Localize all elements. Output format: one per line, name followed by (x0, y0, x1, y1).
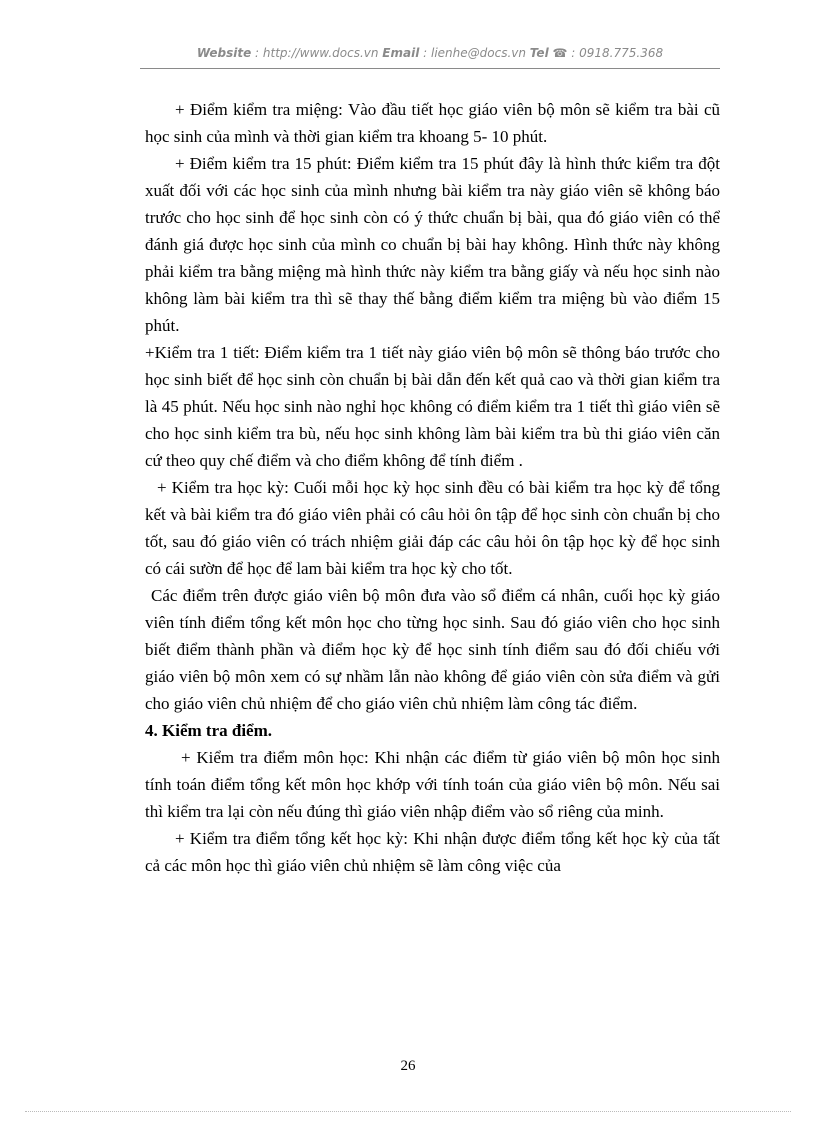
paragraph-oral-test: + Điểm kiểm tra miệng: Vào đầu tiết học giáo viên bộ môn sẽ kiểm tra bài cũ học sinh của mình và thời gian kiểm tra khoang 5- 10 phút. (145, 100, 720, 146)
tel-label: Tel (529, 46, 549, 60)
paragraph-grade-summary: Các điểm trên được giáo viên bộ môn đưa vào sổ điểm cá nhân, cuối học kỳ giáo viên tính điểm tổng kết môn học cho từng học sinh. Sau đó giáo viên cho học sinh biết điểm thành phần và điểm học kỳ để học sinh tính điểm sau đó đối chiếu với giáo viên bộ môn xem có sự nhầm lẫn nào không để giáo viên còn sửa điểm và gửi cho giáo viên chủ nhiệm để cho giáo viên chủ nhiệm làm công tác điểm. (145, 586, 720, 713)
paragraph-subject-grade-check: + Kiểm tra điểm môn học: Khi nhận các điểm từ giáo viên bộ môn học sinh tính toán điểm tổng kết môn học khớp với tính toán của giáo viên bộ môn. Nếu sai thì kiểm tra lại còn nếu đúng thì giáo viên nhập điểm vào sổ riêng của minh. (145, 748, 720, 821)
paragraph-semester-grade-check: + Kiểm tra điểm tổng kết học kỳ: Khi nhận được điểm tổng kết học kỳ của tất cả các môn học thì giáo viên chủ nhiệm sẽ làm công việc của (145, 829, 720, 875)
section-heading: 4. Kiểm tra điểm. (145, 721, 272, 740)
page-header (140, 46, 720, 60)
website-text: : http://www.docs.vn (251, 46, 383, 60)
header-divider (140, 68, 720, 69)
page-number: 26 (400, 1058, 416, 1074)
website-label: Website (196, 46, 252, 60)
page-body (145, 96, 720, 879)
email-label: Email (382, 46, 420, 60)
paragraph-1-period-test: +Kiểm tra 1 tiết: Điểm kiểm tra 1 tiết này giáo viên bộ môn sẽ thông báo trước cho học sinh biết để học sinh còn chuẩn bị bài dẫn đến kết quả cao và thời gian kiểm tra là 45 phút. Nếu học sinh nào nghỉ học không có điểm kiểm tra 1 tiết thì giáo viên sẽ cho học sinh kiểm tra bù, nếu học sinh không làm bài kiểm tra bù thi giáo viên căn cứ theo quy chế điểm và cho điểm không để tính điểm . (145, 343, 720, 470)
footer-divider (25, 1111, 791, 1112)
paragraph-semester-test: + Kiểm tra học kỳ: Cuối mỗi học kỳ học sinh đều có bài kiểm tra học kỳ để tổng kết và bài kiểm tra đó giáo viên phải có câu hỏi ôn tập để học sinh còn chuẩn bị cho tốt, sau đó giáo viên có trách nhiệm giải đáp các câu hỏi ôn tập học kỳ để học sinh có cái sườn để học để lam bài kiểm tra học kỳ cho tốt. (145, 478, 720, 578)
tel-text: ☎ : 0918.775.368 (548, 46, 664, 60)
paragraph-15-minute-test: + Điểm kiểm tra 15 phút: Điểm kiểm tra 15 phút đây là hình thức kiểm tra đột xuất đối với các học sinh của mình nhưng bài kiểm tra này giáo viên sẽ không báo trước cho học sinh để học sinh còn có ý thức chuẩn bị bài, qua đó giáo viên có thể đánh giá được học sinh của mình co chuẩn bị bài hay không. Hình thức này không phải kiểm tra bằng miệng mà hình thức này kiểm tra bằng giấy và nếu học sinh nào không làm bài kiểm tra thì sẽ thay thế bằng điểm kiểm tra miệng bù vào điểm 15 phút. (145, 154, 720, 335)
email-text: : lienhe@docs.vn (419, 46, 530, 60)
